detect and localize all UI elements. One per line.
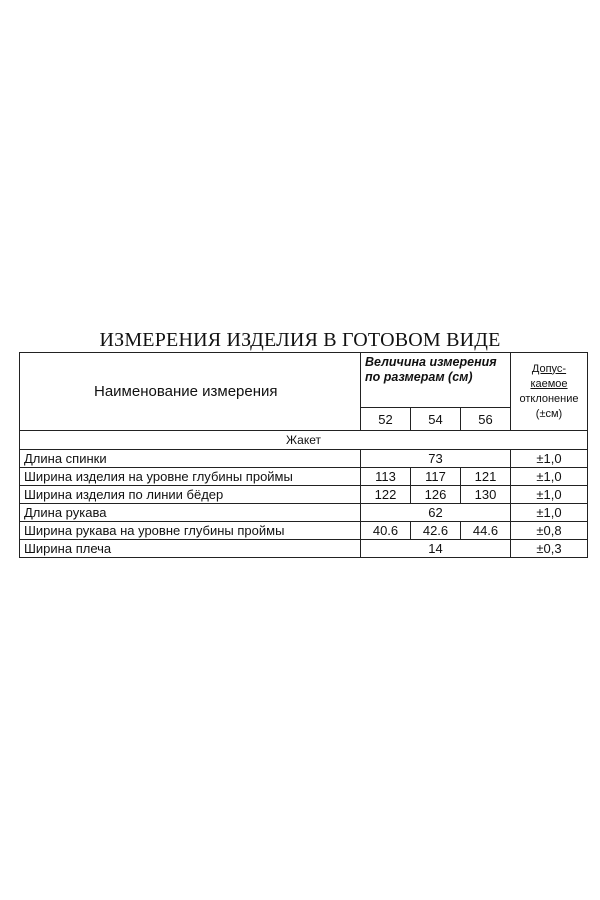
table-row: [20, 486, 588, 504]
row-name: Ширина изделия по линии бёдер: [20, 486, 361, 504]
tolerance-header-line1: Допус-: [531, 362, 567, 375]
row-tolerance: ±1,0: [511, 486, 588, 504]
row-value-54: 126: [411, 486, 461, 504]
row-value-52: 40.6: [361, 522, 411, 540]
size-56-header: 56: [461, 408, 511, 431]
row-tolerance: ±1,0: [511, 468, 588, 486]
sizes-caption-header: Величина измерения по размерам (см): [361, 353, 511, 408]
table-row: [20, 450, 588, 468]
group-label-jacket: Жакет: [20, 431, 588, 450]
row-tolerance: ±1,0: [511, 504, 588, 522]
tolerance-header-line4: (±см): [535, 407, 563, 420]
table-row: [20, 522, 588, 540]
row-name: Ширина плеча: [20, 540, 361, 558]
row-name: Длина спинки: [20, 450, 361, 468]
row-value-all-sizes: 73: [361, 450, 511, 468]
table-row: [20, 540, 588, 558]
row-name: Длина рукава: [20, 504, 361, 522]
header-row: [20, 353, 588, 408]
table-row: [20, 468, 588, 486]
row-value-54: 42.6: [411, 522, 461, 540]
row-value-56: 130: [461, 486, 511, 504]
row-value-all-sizes: 14: [361, 540, 511, 558]
row-value-54: 117: [411, 468, 461, 486]
document-title: ИЗМЕРЕНИЯ ИЗДЕЛИЯ В ГОТОВОМ ВИДЕ: [99, 329, 501, 351]
tolerance-header-line3: отклонение: [519, 392, 579, 405]
row-value-52: 122: [361, 486, 411, 504]
table-row: [20, 504, 588, 522]
row-value-all-sizes: 62: [361, 504, 511, 522]
measurements-table: [19, 352, 588, 558]
row-name: Ширина изделия на уровне глубины проймы: [20, 468, 361, 486]
row-value-52: 113: [361, 468, 411, 486]
size-54-header: 54: [411, 408, 461, 431]
tolerance-header-line2: каемое: [530, 377, 568, 390]
row-name: Ширина рукава на уровне глубины проймы: [20, 522, 361, 540]
size-52-header: 52: [361, 408, 411, 431]
row-tolerance: ±1,0: [511, 450, 588, 468]
group-row: [20, 431, 588, 450]
tolerance-header: [511, 353, 588, 431]
row-tolerance: ±0,3: [511, 540, 588, 558]
row-value-56: 44.6: [461, 522, 511, 540]
row-value-56: 121: [461, 468, 511, 486]
measurement-name-header: Наименование измерения: [20, 353, 361, 431]
row-tolerance: ±0,8: [511, 522, 588, 540]
